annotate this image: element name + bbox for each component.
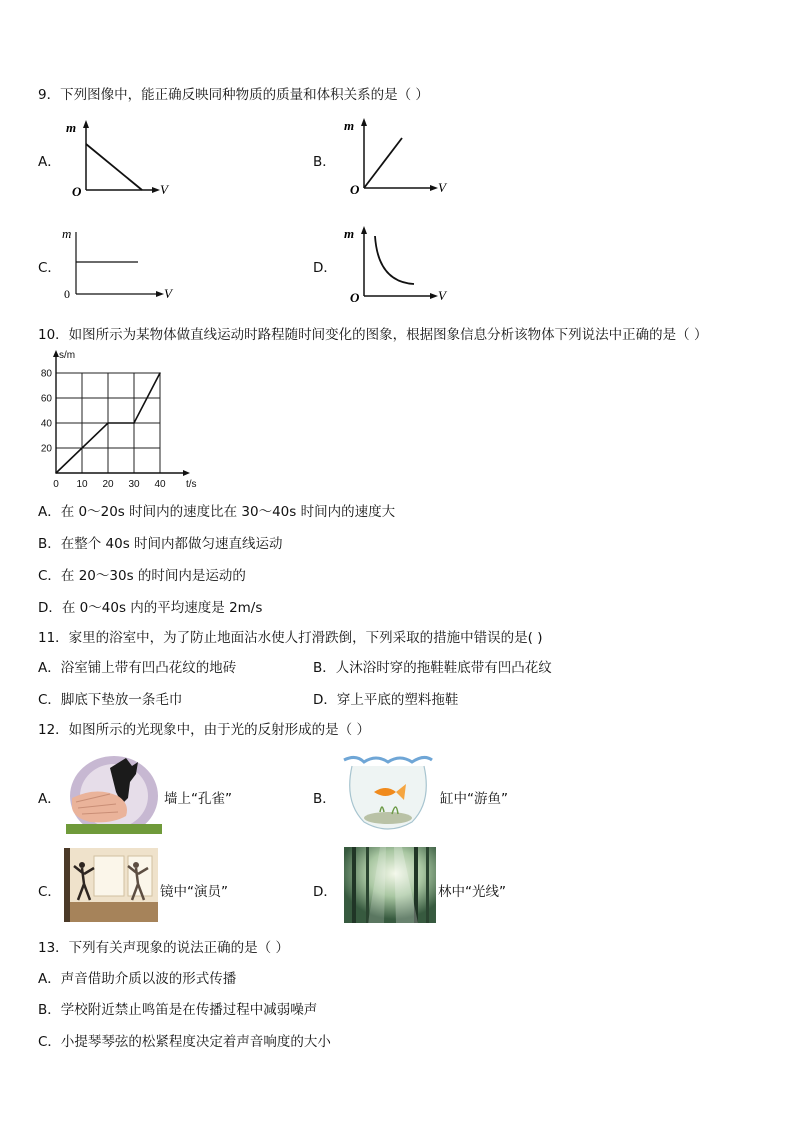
q9b-curve bbox=[364, 138, 402, 188]
q12-option-b-letter: B． bbox=[313, 791, 336, 807]
q11-stem: 11．家里的浴室中，为了防止地面沾水使人打滑跌倒，下列采取的措施中错误的是( ) bbox=[38, 630, 543, 646]
q9b-ylabel: m bbox=[344, 118, 355, 133]
x-tick-label: 0 bbox=[53, 479, 59, 490]
q10-stem: 10．如图所示为某物体做直线运动时路程随时间变化的图象，根据图象信息分析该物体下列说法中正确的是（ ） bbox=[38, 327, 708, 343]
q12-stem: 12．如图所示的光现象中，由于光的反射形成的是（ ） bbox=[38, 722, 370, 738]
q9d-origin: O bbox=[350, 290, 360, 304]
y-tick-label: 20 bbox=[40, 443, 52, 455]
q11-option-d: D．穿上平底的塑料拖鞋 bbox=[313, 692, 459, 708]
q12-option-a-caption: 墙上“孔雀” bbox=[164, 791, 232, 807]
q13-option-c: C．小提琴琴弦的松紧程度决定着声音响度的大小 bbox=[38, 1034, 331, 1050]
q11-option-a: A．浴室铺上带有凹凸花纹的地砖 bbox=[38, 660, 237, 676]
q13-stem: 13．下列有关声现象的说法正确的是（ ） bbox=[38, 940, 289, 956]
q10-distance-time-chart bbox=[34, 347, 204, 493]
dancer-mirror-photo bbox=[64, 848, 158, 922]
q11-option-c: C．脚底下垫放一条毛巾 bbox=[38, 692, 183, 708]
q9d-ylabel: m bbox=[344, 226, 355, 241]
x-tick-label: 40 bbox=[154, 479, 166, 490]
q9b-xlabel: V bbox=[438, 180, 446, 195]
q9-graph-a bbox=[62, 118, 182, 198]
q10-option-b: B．在整个 40s 时间内都做匀速直线运动 bbox=[38, 536, 283, 552]
q9-option-a-letter: A． bbox=[38, 154, 61, 170]
y-axis-label: s/m bbox=[59, 350, 76, 361]
q9b-origin: O bbox=[350, 182, 360, 197]
fish-bowl-photo bbox=[340, 752, 436, 834]
q9a-origin: O bbox=[72, 184, 82, 198]
y-tick-label: 80 bbox=[40, 368, 52, 380]
q10-option-a: A．在 0～20s 时间内的速度比在 30～40s 时间内的速度大 bbox=[38, 504, 396, 520]
q11-option-b: B．人沐浴时穿的拖鞋鞋底带有凹凸花纹 bbox=[313, 660, 552, 676]
q12-option-c-letter: C． bbox=[38, 884, 61, 900]
q12-option-c-caption: 镜中“演员” bbox=[160, 884, 228, 900]
q13-option-b: B．学校附近禁止鸣笛是在传播过程中减弱噪声 bbox=[38, 1002, 318, 1018]
q9c-ylabel: m bbox=[62, 226, 72, 241]
data-point bbox=[55, 472, 57, 474]
hand-shadow-photo bbox=[66, 752, 162, 834]
q9-option-b-letter: B． bbox=[313, 154, 336, 170]
data-point bbox=[159, 372, 161, 374]
q9c-origin: 0 bbox=[64, 287, 70, 301]
q9-option-d-letter: D． bbox=[313, 260, 337, 276]
q9c-xlabel: V bbox=[164, 286, 172, 301]
q9-option-c-letter: C． bbox=[38, 260, 61, 276]
y-tick-label: 40 bbox=[40, 418, 52, 430]
q9d-xlabel: V bbox=[438, 288, 446, 303]
q12-option-d-caption: 林中“光线” bbox=[438, 884, 506, 900]
q12-option-d-letter: D． bbox=[313, 884, 337, 900]
q10-option-d: D．在 0～40s 内的平均速度是 2m/s bbox=[38, 600, 263, 616]
q9a-xlabel: V bbox=[160, 182, 168, 197]
q13-option-a: A．声音借助介质以波的形式传播 bbox=[38, 971, 237, 987]
q9d-curve bbox=[375, 236, 414, 284]
x-axis-label: t/s bbox=[186, 479, 197, 490]
q9-graph-b bbox=[340, 114, 460, 198]
q12-option-b-caption: 缸中“游鱼” bbox=[440, 791, 508, 807]
q9-graph-c bbox=[58, 224, 188, 304]
q9-stem: 9．下列图像中，能正确反映同种物质的质量和体积关系的是（ ） bbox=[38, 87, 429, 103]
y-tick-label: 60 bbox=[40, 393, 52, 405]
q9a-ylabel: m bbox=[66, 120, 77, 135]
forest-light-photo bbox=[344, 847, 436, 923]
q10-option-c: C．在 20～30s 的时间内是运动的 bbox=[38, 568, 246, 584]
q9-graph-d bbox=[340, 220, 460, 304]
x-tick-label: 30 bbox=[128, 479, 140, 490]
x-axis-arrow bbox=[183, 470, 190, 476]
data-point bbox=[107, 422, 109, 424]
x-tick-label: 20 bbox=[102, 479, 114, 490]
q12-option-a-letter: A． bbox=[38, 791, 61, 807]
x-tick-label: 10 bbox=[76, 479, 88, 490]
q9a-curve bbox=[86, 144, 142, 190]
data-point bbox=[133, 422, 135, 424]
